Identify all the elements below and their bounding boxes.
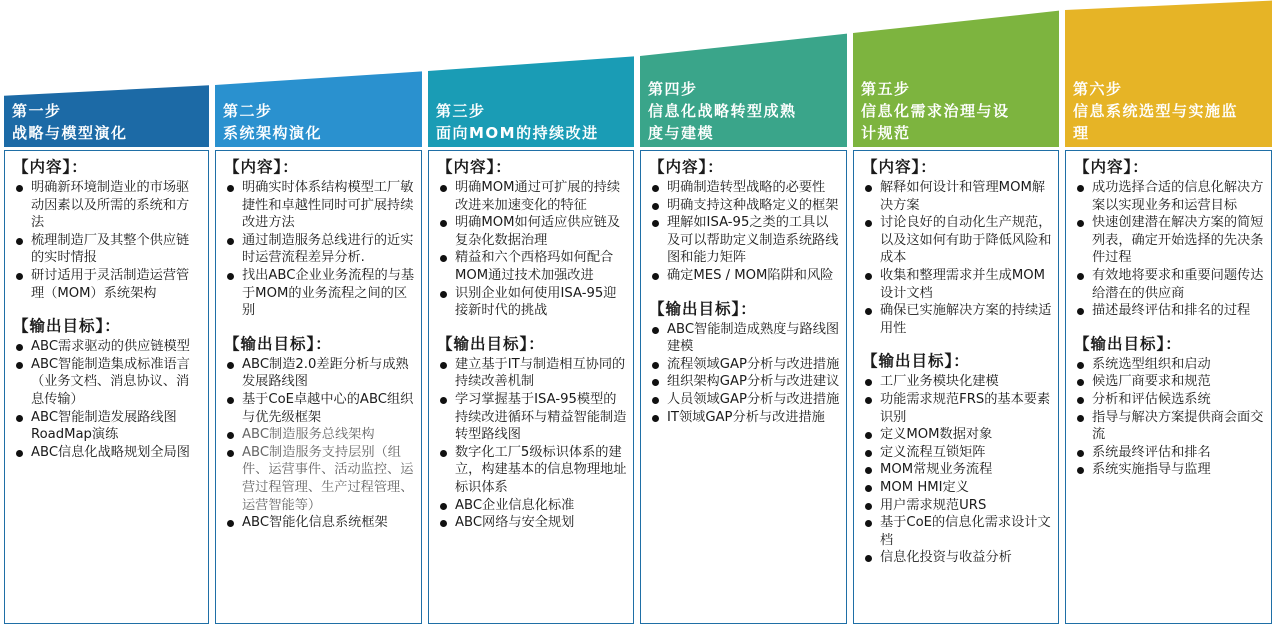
list-item: 组织架构GAP分析与改进建议 <box>649 373 840 391</box>
step-6-content-label: 【内容】： <box>1074 158 1149 176</box>
list-item: 流程领域GAP分析与改进措施 <box>649 356 840 374</box>
list-item: 明确MOM如何适应供应链及复杂化数据治理 <box>437 214 627 249</box>
list-item: 分析和评估候选系统 <box>1074 391 1265 409</box>
step-6-header-line: 信息系统选型与实施监 <box>1073 102 1239 120</box>
list-item: 找出ABC企业业务流程的与基于MOM的业务流程之间的区别 <box>224 267 415 320</box>
list-item: ABC智能制造集成标准语言（业务文档、消息协议、消息传输） <box>13 356 202 409</box>
list-item: 信息化投资与收益分析 <box>862 549 1052 567</box>
step-3-column <box>428 150 634 624</box>
list-item: 基于CoE的信息化需求设计文档 <box>862 514 1052 549</box>
step-4-content-list <box>649 179 840 285</box>
step-4-column <box>640 150 847 624</box>
step-2-output-list <box>224 356 415 532</box>
list-item: ABC智能制造成熟度与路线图建模 <box>649 321 840 356</box>
list-item: IT领域GAP分析与改进措施 <box>649 409 840 427</box>
step-1-header-title <box>12 100 205 144</box>
step-2-content-label: 【内容】： <box>224 158 299 176</box>
list-item: 明确支持这种战略定义的框架 <box>649 197 840 215</box>
list-item: 指导与解决方案提供商会面交流 <box>1074 409 1265 444</box>
step-5-column <box>853 150 1059 624</box>
list-item: 明确制造转型战略的必要性 <box>649 179 840 197</box>
step-2-header-line: 系统架构演化 <box>223 124 323 142</box>
step-5-content-label: 【内容】： <box>862 158 937 176</box>
step-4-content-label: 【内容】： <box>649 158 724 176</box>
list-item: ABC智能制造发展路线图RoadMap演练 <box>13 409 202 444</box>
step-3-output-label: 【输出目标】： <box>437 334 545 353</box>
list-item: ABC制造服务总线架构 <box>224 426 415 444</box>
list-item: 有效地将要求和重要问题传达给潜在的供应商 <box>1074 267 1265 302</box>
section-gap <box>224 320 415 334</box>
list-item: 系统实施指导与监理 <box>1074 461 1265 479</box>
list-item: 精益和六个西格玛如何配合MOM通过技术加强改进 <box>437 249 627 284</box>
list-item: 明确新环境制造业的市场驱动因素以及所需的系统和方法 <box>13 179 202 232</box>
list-item: 建立基于IT与制造相互协同的持续改善机制 <box>437 356 627 391</box>
list-item: 明确实时体系结构模型工厂敏捷性和卓越性同时可扩展持续改进方法 <box>224 179 415 232</box>
list-item: MOM HMI定义 <box>862 479 1052 497</box>
list-item: 研讨适用于灵活制造运营管理（MOM）系统架构 <box>13 267 202 302</box>
list-item: 基于CoE卓越中心的ABC组织与优先级框架 <box>224 391 415 426</box>
section-gap <box>862 337 1052 351</box>
step-1-column <box>4 150 209 624</box>
list-item: 定义MOM数据对象 <box>862 426 1052 444</box>
section-gap <box>649 285 840 299</box>
section-gap <box>13 302 202 316</box>
list-item: 明确MOM通过可扩展的持续改进来加速变化的特征 <box>437 179 627 214</box>
step-4-header-title <box>648 78 843 144</box>
step-3-header-line: 第三步 <box>436 102 486 120</box>
step-1-header-line: 战略与模型演化 <box>12 124 128 142</box>
step-4-output-list <box>649 321 840 427</box>
list-item: 候选厂商要求和规范 <box>1074 373 1265 391</box>
step-4-header-line: 信息化战略转型成熟 <box>648 102 797 120</box>
step-3-content-list <box>437 179 627 320</box>
list-item: 系统选型组织和启动 <box>1074 356 1265 374</box>
list-item: 定义流程互锁矩阵 <box>862 444 1052 462</box>
section-gap <box>437 320 627 334</box>
step-6-header-line: 理 <box>1073 124 1090 142</box>
step-1-output-label: 【输出目标】： <box>13 317 121 336</box>
list-item: 讨论良好的自动化生产规范，以及这如何有助于降低风险和成本 <box>862 214 1052 267</box>
list-item: 用户需求规范URS <box>862 497 1052 515</box>
list-item: ABC制造2.0差距分析与成熟发展路线图 <box>224 356 415 391</box>
list-item: 快速创建潜在解决方案的简短列表，确定开始选择的先决条件过程 <box>1074 214 1265 267</box>
list-item: 成功选择合适的信息化解决方案以实现业务和运营目标 <box>1074 179 1265 214</box>
list-item: ABC需求驱动的供应链模型 <box>13 338 202 356</box>
list-item: ABC网络与安全规划 <box>437 514 627 532</box>
list-item: 人员领域GAP分析与改进措施 <box>649 391 840 409</box>
list-item: 解释如何设计和管理MOM解决方案 <box>862 179 1052 214</box>
list-item: 描述最终评估和排名的过程 <box>1074 302 1265 320</box>
list-item: 确保已实施解决方案的持续适用性 <box>862 302 1052 337</box>
step-1-output-list <box>13 338 202 461</box>
step-3-header-title <box>436 100 630 144</box>
step-2-column <box>215 150 422 624</box>
list-item: 工厂业务模块化建模 <box>862 373 1052 391</box>
list-item: ABC制造服务支持层别（组件、运营事件、活动监控、运营过程管理、生产过程管理、运营智能等） <box>224 444 415 514</box>
list-item: 功能需求规范FRS的基本要素识别 <box>862 391 1052 426</box>
list-item: 数字化工厂5级标识体系的建立，构建基本的信息物理地址标识体系 <box>437 444 627 497</box>
step-3-output-list <box>437 356 627 532</box>
step-4-header-line: 度与建模 <box>648 124 715 142</box>
step-5-header-line: 信息化需求治理与设 <box>861 102 1010 120</box>
step-5-content-list <box>862 179 1052 337</box>
list-item: ABC企业信息化标准 <box>437 497 627 515</box>
step-2-header-title <box>223 100 418 144</box>
step-6-header-line: 第六步 <box>1073 80 1123 98</box>
step-2-content-list <box>224 179 415 320</box>
step-1-header-line: 第一步 <box>12 102 62 120</box>
list-item: 通过制造服务总线进行的近实时运营流程差异分析. <box>224 232 415 267</box>
list-item: 识别企业如何使用ISA-95迎接新时代的挑战 <box>437 285 627 320</box>
step-6-column <box>1065 150 1272 624</box>
step-4-header-line: 第四步 <box>648 80 698 98</box>
step-2-header-line: 第二步 <box>223 102 273 120</box>
step-1-content-list <box>13 179 202 302</box>
list-item: 理解如ISA-95之类的工具以及可以帮助定义制造系统路线图和能力矩阵 <box>649 214 840 267</box>
step-3-header-line: 面向MOM的持续改进 <box>436 124 599 142</box>
list-item: 收集和整理需求并生成MOM设计文档 <box>862 267 1052 302</box>
step-6-content-list <box>1074 179 1265 320</box>
step-1-content-label: 【内容】： <box>13 158 88 176</box>
list-item: MOM常规业务流程 <box>862 461 1052 479</box>
step-5-header-line: 第五步 <box>861 80 911 98</box>
step-6-output-list <box>1074 356 1265 479</box>
list-item: 系统最终评估和排名 <box>1074 444 1265 462</box>
list-item: ABC信息化战略规划全局图 <box>13 444 202 462</box>
step-4-output-label: 【输出目标】： <box>649 299 757 318</box>
step-6-output-label: 【输出目标】： <box>1074 334 1182 353</box>
step-5-output-label: 【输出目标】： <box>862 352 970 371</box>
step-5-output-list <box>862 373 1052 567</box>
list-item: 学习掌握基于ISA-95模型的持续改进循环与精益智能制造转型路线图 <box>437 391 627 444</box>
section-gap <box>1074 320 1265 334</box>
step-3-content-label: 【内容】： <box>437 158 512 176</box>
step-5-header-title <box>861 78 1055 144</box>
list-item: 梳理制造厂及其整个供应链的实时情报 <box>13 232 202 267</box>
step-2-output-label: 【输出目标】： <box>224 334 332 353</box>
step-5-header-line: 计规范 <box>861 124 911 142</box>
list-item: ABC智能化信息系统框架 <box>224 514 415 532</box>
list-item: 确定MES / MOM陷阱和风险 <box>649 267 840 285</box>
step-6-header-title <box>1073 78 1268 144</box>
